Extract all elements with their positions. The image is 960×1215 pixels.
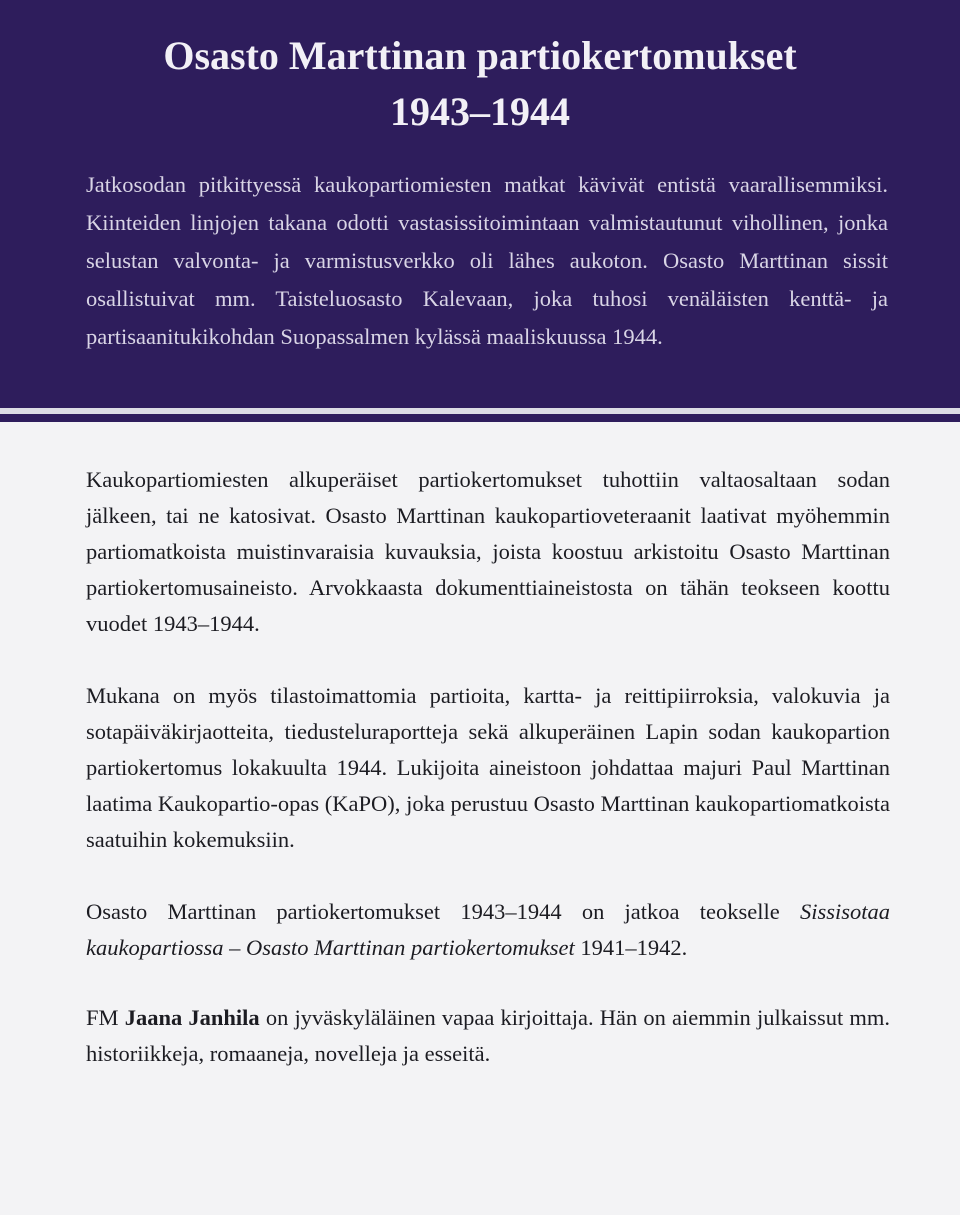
- author-name: Jaana Janhila: [124, 1005, 260, 1030]
- series-text-end: 1941–1942.: [574, 935, 688, 960]
- book-title-line-2: 1943–1944: [390, 89, 570, 134]
- intro-paragraph: Jatkosodan pitkittyessä kaukopartiomiesten matkat kävivät entistä vaarallisemmiksi. Kiinteiden linjojen takana odotti vastasissitoimintaan valmistautunut vihollinen, jonka selustan valvonta- ja varmistusverkko oli lähes aukoton. Osasto Marttinan sissit osallistuivat mm. Taisteluosasto Kalevaan, joka tuhosi venäläisten kenttä- ja partisaanitukikohdan Suopassalmen kylässä maaliskuussa 1944.: [86, 172, 888, 349]
- series-text-start: Osasto Marttinan partiokertomukset 1943–1944 on jatkoa teokselle: [86, 899, 800, 924]
- author-prefix: FM: [86, 1005, 125, 1030]
- paragraph-originals: Kaukopartiomiesten alkuperäiset partiokertomukset tuhottiin valtaosaltaan sodan jälkeen, tai ne katosivat. Osasto Marttinan kaukopartioveteraanit laativat myöhemmin partiomatkoista muistinvaraisia kuvauksia, joista koostuu arkistoitu Osasto Marttinan partiokertomusaineisto. Arvokkaasta dokumenttiaineistosta on tähän teokseen koottu vuodet 1943–1944.: [86, 467, 890, 636]
- author-bio: on jyväskyläläinen vapaa kirjoittaja. Hän on aiemmin julkaissut mm. historiikkeja, romaaneja, novelleja ja esseitä.: [86, 1005, 890, 1066]
- header-divider-bar: [0, 414, 960, 422]
- book-title-line-1: Osasto Marttinan partiokertomukset: [163, 33, 797, 78]
- paragraph-series: [86, 894, 890, 966]
- paragraph-contents: Mukana on myös tilastoimattomia partioita, kartta- ja reittipiirroksia, valokuvia ja sotapäiväkirjaotteita, tiedusteluraportteja sekä alkuperäinen Lapin sodan kaukopartion partiokertomus lokakuulta 1944. Lukijoita aineistoon johdattaa majuri Paul Marttinan laatima Kaukopartio-opas (KaPO), joka perustuu Osasto Marttinan kaukopartiomatkoista saatuihin kokemuksiin.: [86, 683, 890, 852]
- blurb-body: [86, 462, 890, 1108]
- previous-book-title: Sissisotaa kaukopartiossa – Osasto Marttinan partiokertomukset: [86, 899, 890, 960]
- book-title: [0, 28, 960, 140]
- paragraph-author: [86, 1000, 890, 1072]
